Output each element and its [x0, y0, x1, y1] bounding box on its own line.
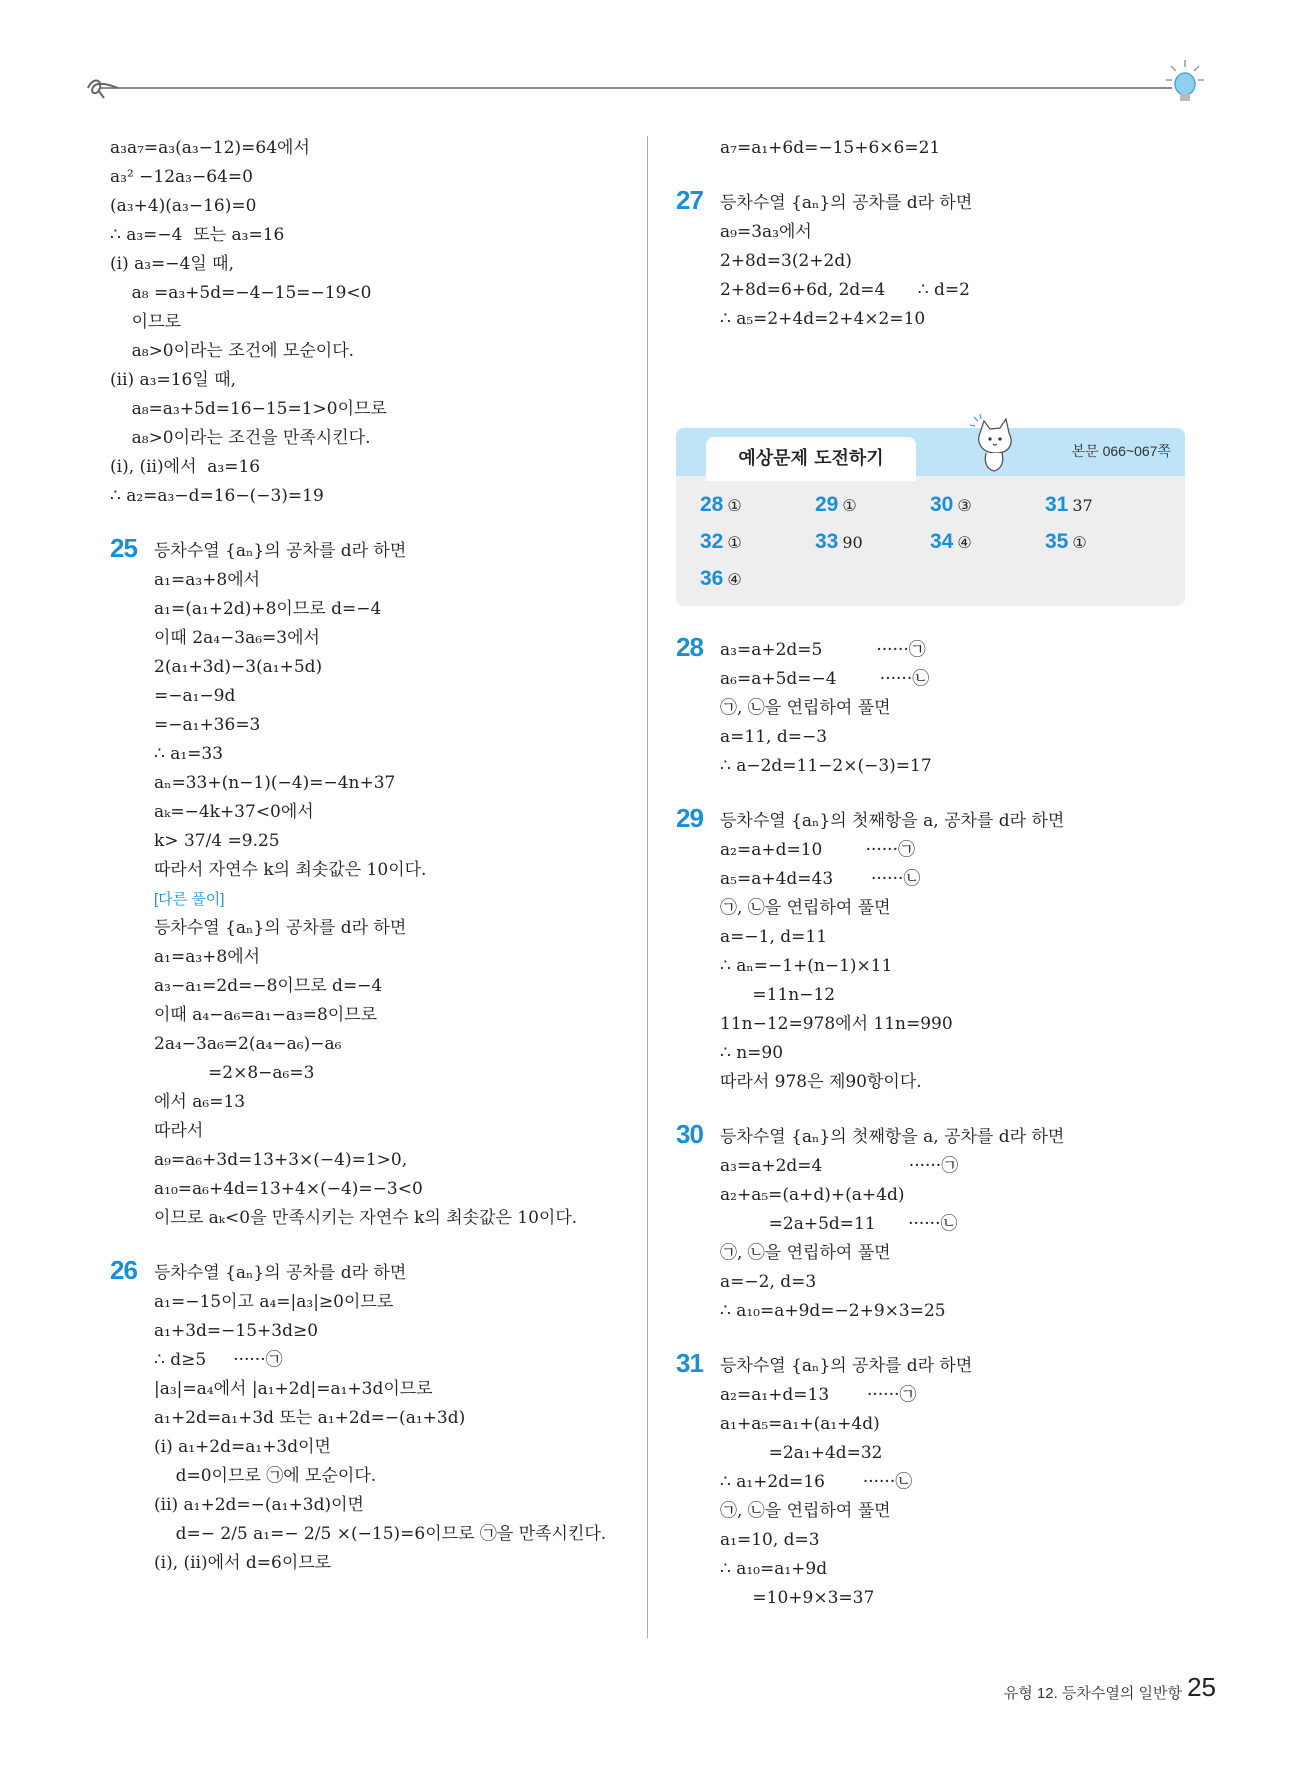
solution-line: =11n−12 [720, 985, 836, 1005]
solution-line: a₂=a+d=10 ······㉠ [720, 840, 915, 860]
solution-line: 이때 a₄−a₆=a₁−a₃=8이므로 [154, 1005, 378, 1025]
answer-item [1045, 527, 1155, 557]
answer-value: ① [1072, 533, 1087, 552]
problem-27 [676, 185, 1196, 334]
solution-line: aₖ=−4k+37<0에서 [154, 802, 314, 822]
solution-line: a₁+3d=−15+3d≥0 [154, 1321, 319, 1341]
answer-value: ① [727, 533, 742, 552]
solution-line: a₃a₇=a₃(a₃−12)=64에서 [110, 138, 310, 158]
solution-line: 이때 2a₄−3a₆=3에서 [154, 628, 320, 648]
solution-line: 따라서 [154, 1121, 204, 1141]
solution-line: 11n−12=978에서 11n=990 [720, 1014, 953, 1034]
answer-item [815, 527, 925, 557]
solution-line: a₅=a+4d=43 ······㉡ [720, 869, 921, 889]
solution-line: a₈=a₃+5d=16−15=1>0이므로 [110, 399, 387, 419]
column-divider [647, 136, 648, 1638]
solution-line: a₆=a+5d=−4 ······㉡ [720, 669, 930, 689]
answer-item [1045, 490, 1155, 520]
problem-number: 25 [110, 533, 137, 563]
solution-line: a=−1, d=11 [720, 927, 828, 947]
solution-line: 따라서 자연수 k의 최솟값은 10이다. [154, 860, 427, 880]
solution-line: (a₃+4)(a₃−16)=0 [110, 196, 257, 216]
page-number: 25 [1187, 1672, 1216, 1702]
solution-line: d=− 2/5 a₁=− 2/5 ×(−15)=6이므로 ㉠을 만족시킨다. [154, 1524, 607, 1544]
answer-box-header [676, 428, 1185, 476]
answer-item [700, 490, 810, 520]
solution-line: 등차수열 {aₙ}의 공차를 d라 하면 [720, 1356, 973, 1376]
answer-value: ① [842, 496, 857, 515]
solution-line: (ⅰ), (ⅱ)에서 a₃=16 [110, 457, 261, 477]
problem-number: 28 [676, 632, 703, 662]
solution-line: ∴ a−2d=11−2×(−3)=17 [720, 756, 932, 776]
answer-number: 32 [700, 530, 724, 553]
problem-number: 29 [676, 803, 703, 833]
right-column-lower [676, 632, 1196, 1639]
solution-line: 등차수열 {aₙ}의 공차를 d라 하면 [154, 1263, 407, 1283]
solution-line: ∴ d≥5 ······㉠ [154, 1350, 283, 1370]
solution-line: a₁+2d=a₁+3d 또는 a₁+2d=−(a₁+3d) [154, 1408, 466, 1428]
problem-31 [676, 1348, 1196, 1613]
solution-line: ㉠, ㉡을 연립하여 풀면 [720, 1243, 891, 1263]
lightbulb-icon [1162, 58, 1208, 106]
left-column [110, 134, 630, 1604]
answer-box-title: 예상문제 도전하기 [706, 437, 916, 481]
solution-line: (ⅰ) a₁+2d=a₁+3d이면 [154, 1437, 331, 1457]
solution-line: 등차수열 {aₙ}의 공차를 d라 하면 [154, 918, 407, 938]
solution-line: ∴ aₙ=−1+(n−1)×11 [720, 956, 893, 976]
solution-line: 2(a₁+3d)−3(a₁+5d) [154, 657, 323, 677]
solution-line: =10+9×3=37 [720, 1588, 875, 1608]
solution-line: k> 37/4 =9.25 [154, 831, 280, 851]
problem-number: 27 [676, 185, 703, 215]
solution-line: a₁=a₃+8에서 [154, 947, 261, 967]
solution-line: =2a+5d=11 ······㉡ [720, 1214, 958, 1234]
solution-line: a₃² −12a₃−64=0 [110, 167, 253, 187]
solution-line: =2a₁+4d=32 [720, 1443, 883, 1463]
page-reference: 본문 066~067쪽 [1071, 443, 1171, 459]
solution-line: ∴ a₃=−4 또는 a₃=16 [110, 225, 285, 245]
solution-line: 등차수열 {aₙ}의 첫째항을 a, 공차를 d라 하면 [720, 811, 1065, 831]
previous-solution-continuation [110, 134, 630, 511]
solution-line: d=0이므로 ㉠에 모순이다. [154, 1466, 377, 1486]
solution-line: a₂+a₅=(a+d)+(a+4d) [720, 1185, 905, 1205]
solution-line: a₈>0이라는 조건에 모순이다. [110, 341, 355, 361]
cat-mascot-icon [966, 413, 1022, 475]
solution-line: a₁=(a₁+2d)+8이므로 d=−4 [154, 599, 382, 619]
answer-item [700, 527, 810, 557]
answer-item [815, 490, 925, 520]
solution-line: ㉠, ㉡을 연립하여 풀면 [720, 898, 891, 918]
solution-line: 2+8d=3(2+2d) [720, 251, 852, 271]
solution-line: ∴ a₂=a₃−d=16−(−3)=19 [110, 486, 324, 506]
solution-line: 2a₄−3a₆=2(a₄−a₆)−a₆ [154, 1034, 342, 1054]
answer-number: 28 [700, 493, 724, 516]
footer-section-title: 유형 12. 등차수열의 일반항 [1003, 1685, 1182, 1702]
answer-value: ① [727, 496, 742, 515]
solution-line: a₁=10, d=3 [720, 1530, 820, 1550]
answer-number: 33 [815, 530, 839, 553]
problem-28 [676, 632, 1196, 781]
solution-line: (ⅱ) a₃=16일 때, [110, 370, 237, 390]
answer-number: 35 [1045, 530, 1069, 553]
answer-box [676, 428, 1185, 606]
solution-line: =−a₁+36=3 [154, 715, 261, 735]
solution-line: ∴ n=90 [720, 1043, 784, 1063]
solution-line: ∴ a₁+2d=16 ······㉡ [720, 1472, 913, 1492]
solution-line: a₁=a₃+8에서 [154, 570, 261, 590]
solution-line: a₁=−15이고 a₄=|a₃|≥0이므로 [154, 1292, 394, 1312]
answer-value: 37 [1072, 496, 1093, 515]
solution-line: a₉=a₆+3d=13+3×(−4)=1>0, [154, 1150, 408, 1170]
problem-25 [110, 533, 630, 1233]
solution-line: 등차수열 {aₙ}의 첫째항을 a, 공차를 d라 하면 [720, 1127, 1065, 1147]
answer-value: 90 [842, 533, 863, 552]
solution-line: a₃=a+2d=4 ······㉠ [720, 1156, 959, 1176]
solution-line: ∴ a₅=2+4d=2+4×2=10 [720, 309, 926, 329]
problem-number: 31 [676, 1348, 703, 1378]
problem-30 [676, 1119, 1196, 1326]
solution-line: |a₃|=a₄에서 |a₁+2d|=a₁+3d이므로 [154, 1379, 433, 1399]
solution-line: 등차수열 {aₙ}의 공차를 d라 하면 [720, 193, 973, 213]
solution-line: a=−2, d=3 [720, 1272, 817, 1292]
solution-line: a₇=a₁+6d=−15+6×6=21 [720, 138, 941, 158]
solution-line: a₈ =a₃+5d=−4−15=−19<0 [110, 283, 372, 303]
solution-line: a₁₀=a₆+4d=13+4×(−4)=−3<0 [154, 1179, 423, 1199]
problem-number: 26 [110, 1255, 137, 1285]
solution-line: (ⅰ) a₃=−4일 때, [110, 254, 235, 274]
right-column [676, 134, 1196, 360]
solution-line: 2+8d=6+6d, 2d=4 ∴ d=2 [720, 280, 970, 300]
problem-26 [110, 1255, 630, 1578]
solution-line: aₙ=33+(n−1)(−4)=−4n+37 [154, 773, 396, 793]
solution-line: =−a₁−9d [154, 686, 236, 706]
knot-icon [84, 76, 120, 100]
solution-line: a₂=a₁+d=13 ······㉠ [720, 1385, 917, 1405]
solution-line: (ⅱ) a₁+2d=−(a₁+3d)이면 [154, 1495, 364, 1515]
solution-line: 이므로 [110, 312, 181, 332]
solution-line: a=11, d=−3 [720, 727, 828, 747]
solution-line: =2×8−a₆=3 [154, 1063, 315, 1083]
header-rule [100, 87, 1172, 89]
answer-value: ④ [957, 533, 972, 552]
solution-line: (ⅰ), (ⅱ)에서 d=6이므로 [154, 1553, 332, 1573]
answer-number: 36 [700, 567, 724, 590]
answer-item [930, 527, 1040, 557]
answer-item [700, 564, 810, 594]
answer-number: 30 [930, 493, 954, 516]
alternate-solution-tag: [다른 풀이] [154, 891, 225, 908]
problem-26-continuation [676, 134, 1196, 163]
answer-number: 31 [1045, 493, 1069, 516]
solution-line: a₃−a₁=2d=−8이므로 d=−4 [154, 976, 383, 996]
solution-line: ∴ a₁₀=a₁+9d [720, 1559, 828, 1579]
solution-line: 에서 a₆=13 [154, 1092, 246, 1112]
solution-line: ㉠, ㉡을 연립하여 풀면 [720, 1501, 891, 1521]
answer-item [930, 490, 1040, 520]
solution-line: 등차수열 {aₙ}의 공차를 d라 하면 [154, 541, 407, 561]
answer-number: 29 [815, 493, 839, 516]
solution-line: ∴ a₁=33 [154, 744, 224, 764]
solution-line: a₈>0이라는 조건을 만족시킨다. [110, 428, 371, 448]
solution-line: a₁+a₅=a₁+(a₁+4d) [720, 1414, 880, 1434]
answer-value: ④ [727, 570, 742, 589]
solution-line: a₉=3a₃에서 [720, 222, 812, 242]
problem-29 [676, 803, 1196, 1097]
solution-line: a₃=a+2d=5 ······㉠ [720, 640, 926, 660]
answer-value: ③ [957, 496, 972, 515]
problem-number: 30 [676, 1119, 703, 1149]
solution-line: ∴ a₁₀=a+9d=−2+9×3=25 [720, 1301, 946, 1321]
solution-line: 이므로 aₖ<0을 만족시키는 자연수 k의 최솟값은 10이다. [154, 1208, 578, 1228]
solution-line: 따라서 978은 제90항이다. [720, 1072, 922, 1092]
answer-number: 34 [930, 530, 954, 553]
solution-line: ㉠, ㉡을 연립하여 풀면 [720, 698, 891, 718]
